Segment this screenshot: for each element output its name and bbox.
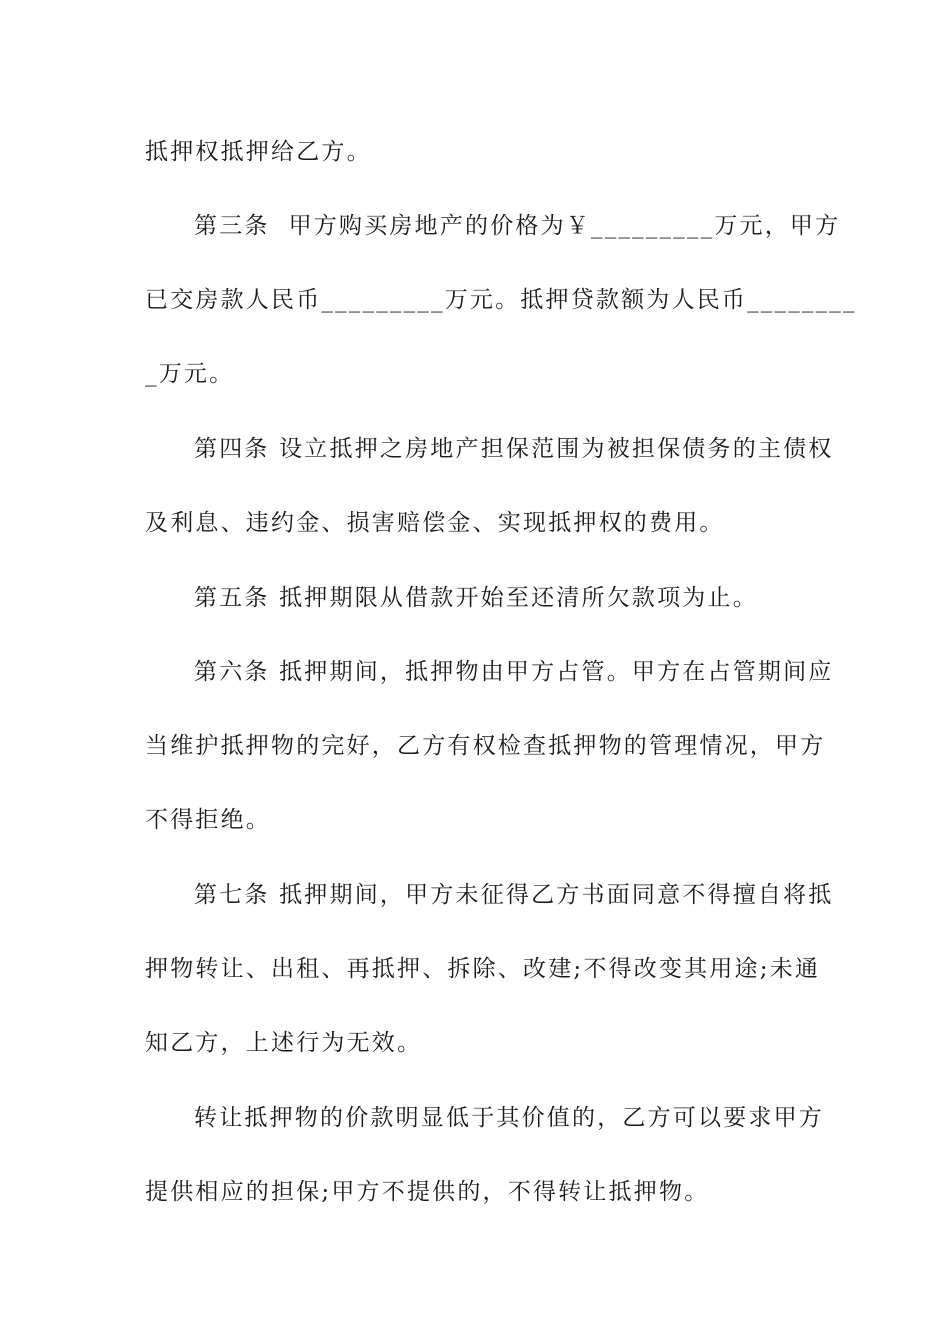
- paragraph-line: 转让抵押物的价款明显低于其价值的，乙方可以要求甲方: [194, 1105, 824, 1131]
- article-3-line: 第三条 甲方购买房地产的价格为￥_________万元，甲方: [194, 213, 841, 239]
- body-text-line: 知乙方，上述行为无效。: [145, 1030, 423, 1056]
- article-5-line: 第五条 抵押期限从借款开始至还清所欠款项为止。: [194, 585, 758, 611]
- article-4-line: 第四条 设立抵押之房地产担保范围为被担保债务的主债权: [194, 436, 834, 462]
- body-text-line: 提供相应的担保;甲方不提供的，不得转让抵押物。: [145, 1179, 710, 1205]
- body-text-line: 及利息、违约金、损害赔偿金、实现抵押权的费用。: [145, 510, 725, 536]
- body-text-line: 不得拒绝。: [145, 807, 271, 833]
- body-text-line: 押物转让、出租、再抵押、拆除、改建;不得改变其用途;未通: [145, 956, 821, 982]
- article-6-line: 第六条 抵押期间，抵押物由甲方占管。甲方在占管期间应: [194, 659, 834, 685]
- body-text-line: 已交房款人民币_________万元。抵押贷款额为人民币________: [145, 287, 857, 313]
- body-text-line: _万元。: [145, 361, 235, 387]
- article-7-line: 第七条 抵押期间，甲方未征得乙方书面同意不得擅自将抵: [194, 882, 834, 908]
- body-text-line: 抵押权抵押给乙方。: [145, 139, 372, 165]
- body-text-line: 当维护抵押物的完好，乙方有权检查抵押物的管理情况，甲方: [145, 733, 826, 759]
